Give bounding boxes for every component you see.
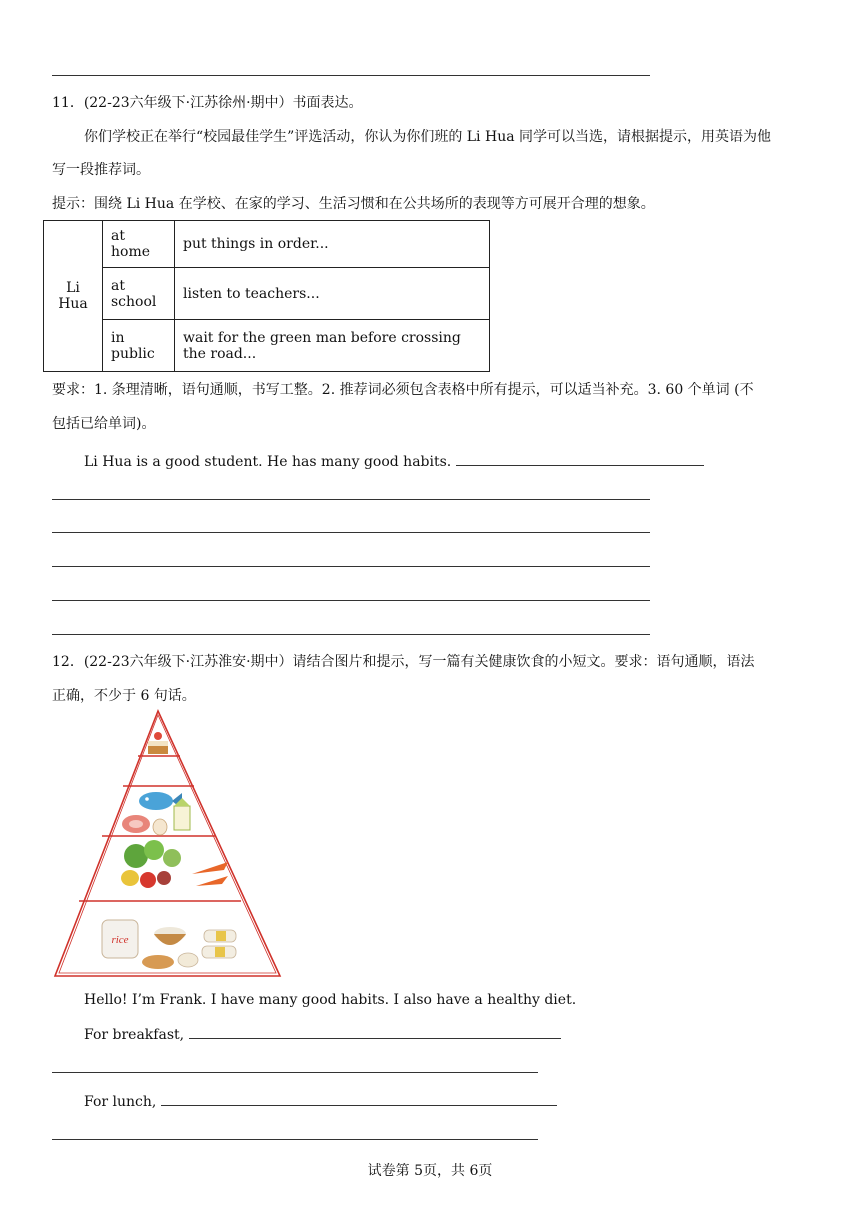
q12-header-line2: 正确，不少于 6 句话。 [52, 688, 196, 704]
answer-line[interactable] [52, 499, 650, 500]
carrot-icon [192, 862, 228, 886]
q11-intro-line2: 写一段推荐词。 [52, 162, 150, 178]
answer-line[interactable] [52, 1139, 538, 1140]
answer-line[interactable] [52, 600, 650, 601]
table-name-cell: Li Hua [44, 221, 103, 372]
table-hint-cell: put things in order... [175, 221, 490, 268]
hint-table [43, 220, 490, 372]
answer-line[interactable] [52, 634, 650, 635]
q11-requirements-line2: 包括已给单词)。 [52, 416, 156, 432]
answer-line [52, 75, 650, 76]
answer-line[interactable] [52, 1072, 538, 1073]
vegetables-icon [121, 840, 181, 888]
page-footer: 试卷第 5页，共 6页 [367, 1163, 493, 1179]
answer-blank[interactable] [456, 451, 704, 466]
q11-requirements-line1: 要求：1. 条理清晰，语句通顺，书写工整。2. 推荐词必须包含表格中所有提示，可以适当补充。3. 60 个单词 (不 [52, 382, 754, 398]
answer-line[interactable] [52, 566, 650, 567]
q12-breakfast [84, 1024, 561, 1045]
table-hint-cell: wait for the green man before crossing the road... [175, 320, 490, 372]
q11-intro-line1: 你们学校正在举行“校园最佳学生”评选活动，你认为你们班的 Li Hua 同学可以当选，请根据提示，用英语为他 [84, 129, 772, 145]
q12-lunch [84, 1091, 557, 1112]
food-pyramid-image [52, 708, 284, 980]
table-place-cell: at school [103, 268, 175, 320]
grain-bowl-icon [154, 927, 186, 945]
starter-text: Li Hua is a good student. He has many good habits. [84, 454, 452, 470]
lunch-label: For lunch, [84, 1094, 157, 1110]
noodles-icon [202, 930, 236, 958]
table-place-cell: in public [103, 320, 175, 372]
rice-label: rice [111, 934, 129, 946]
breakfast-label: For breakfast, [84, 1027, 185, 1043]
meat-icon [122, 815, 150, 833]
q12-header-line1: 12．(22-23六年级下·江苏淮安·期中）请结合图片和提示，写一篇有关健康饮食的小短文。要求：语句通顺，语法 [52, 654, 755, 670]
q11-tip: 提示：围绕 Li Hua 在学校、在家的学习、生活习惯和在公共场所的表现等方可展开合理的想象。 [52, 196, 655, 212]
q11-header: 11．(22-23六年级下·江苏徐州·期中）书面表达。 [52, 95, 363, 111]
bread-icon [142, 953, 198, 969]
answer-line[interactable] [52, 532, 650, 533]
answer-blank[interactable] [189, 1024, 561, 1039]
rice-bag-icon [102, 920, 138, 958]
table-place-cell: at home [103, 221, 175, 268]
answer-blank[interactable] [161, 1091, 557, 1106]
table-hint-cell: listen to teachers... [175, 268, 490, 320]
q11-starter [84, 451, 704, 472]
q12-intro: Hello! I’m Frank. I have many good habits. I also have a healthy diet. [84, 992, 577, 1008]
sweets-icon [148, 732, 168, 754]
egg-icon [153, 819, 167, 835]
